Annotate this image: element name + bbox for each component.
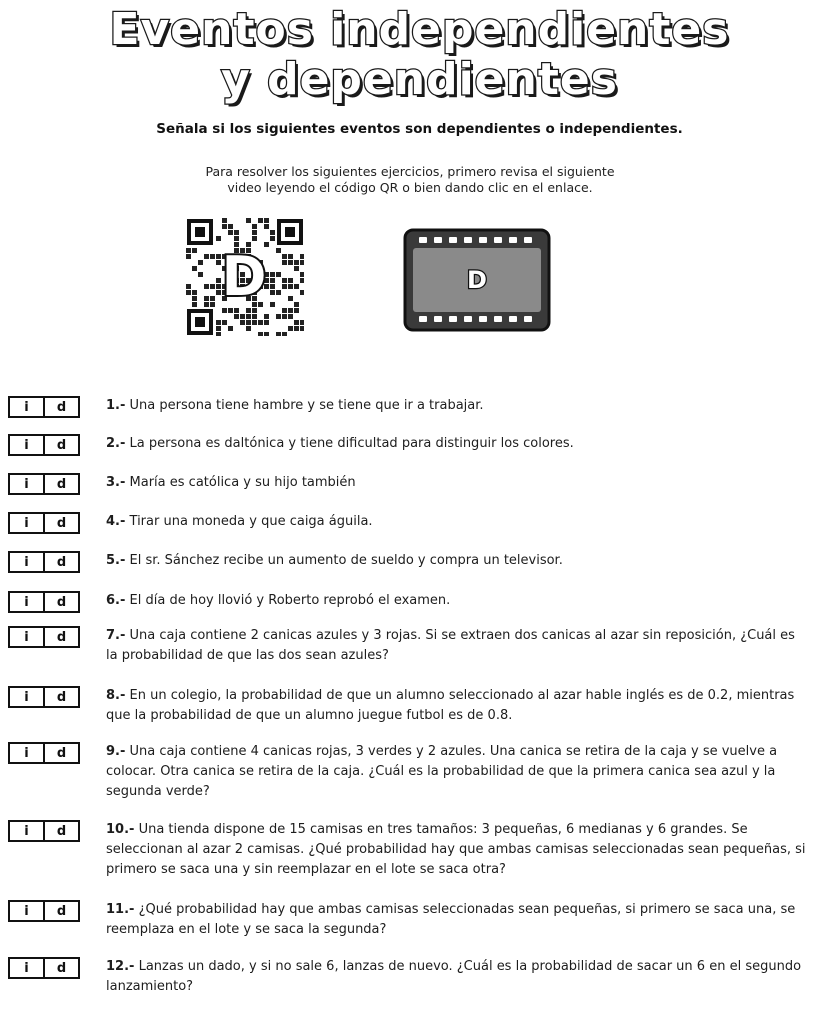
- question-text: [106, 473, 806, 493]
- video-logo-letter: D: [467, 266, 487, 294]
- answer-box: [8, 434, 80, 456]
- option-independent[interactable]: i: [24, 823, 29, 839]
- question-number: 8.-: [106, 688, 126, 703]
- option-independent[interactable]: i: [24, 903, 29, 919]
- question-number: 9.-: [106, 744, 126, 759]
- intro-text: [150, 164, 670, 196]
- question-text: [106, 626, 806, 666]
- question-text: [106, 900, 806, 940]
- answer-box: [8, 900, 80, 922]
- question-number: 2.-: [106, 436, 126, 451]
- option-independent[interactable]: i: [24, 554, 29, 570]
- answer-box: [8, 473, 80, 495]
- question-number: 1.-: [106, 398, 126, 413]
- option-dependent[interactable]: d: [43, 593, 78, 611]
- question-number: 11.-: [106, 902, 135, 917]
- answer-box: [8, 820, 80, 842]
- question-body: Tirar una moneda y que caiga águila.: [129, 514, 373, 529]
- question-number: 10.-: [106, 822, 135, 837]
- question-body: Una caja contiene 2 canicas azules y 3 rojas. Si se extraen dos canicas al azar sin reposición, ¿Cuál es la probabilidad de que las dos sean azules?: [106, 628, 795, 663]
- option-dependent[interactable]: d: [43, 959, 78, 977]
- option-independent[interactable]: i: [24, 399, 29, 415]
- answer-box: [8, 551, 80, 573]
- question-body: Una persona tiene hambre y se tiene que ir a trabajar.: [129, 398, 484, 413]
- question-number: 12.-: [106, 959, 135, 974]
- option-independent[interactable]: i: [24, 594, 29, 610]
- question-body: El día de hoy llovió y Roberto reprobó el examen.: [129, 593, 451, 608]
- title-line-2: y dependientes: [221, 54, 618, 105]
- question-body: Una caja contiene 4 canicas rojas, 3 verdes y 2 azules. Una canica se retira de la caja y se vuelve a colocar. Otra canica se retira de la caja. ¿Cuál es la probabilidad de que la primera canica sea azul y la segunda verde?: [106, 744, 778, 799]
- answer-box: [8, 396, 80, 418]
- answer-box: [8, 742, 80, 764]
- question-text: [106, 434, 806, 454]
- question-body: La persona es daltónica y tiene dificultad para distinguir los colores.: [129, 436, 574, 451]
- instruction: Señala si los siguientes eventos son dependientes o independientes.: [156, 121, 683, 137]
- option-dependent[interactable]: d: [43, 822, 78, 840]
- question-number: 4.-: [106, 514, 126, 529]
- question-number: 6.-: [106, 593, 126, 608]
- question-number: 7.-: [106, 628, 126, 643]
- question-text: [106, 551, 806, 571]
- answer-box: [8, 591, 80, 613]
- question-body: El sr. Sánchez recibe un aumento de sueldo y compra un televisor.: [129, 553, 563, 568]
- option-dependent[interactable]: d: [43, 902, 78, 920]
- question-body: ¿Qué probabilidad hay que ambas camisas seleccionadas sean pequeñas, si primero se saca una, se reemplaza en el lote y se saca la segunda?: [106, 902, 796, 937]
- question-text: [106, 591, 806, 611]
- option-independent[interactable]: i: [24, 515, 29, 531]
- option-dependent[interactable]: d: [43, 514, 78, 532]
- question-number: 3.-: [106, 475, 126, 490]
- question-text: [106, 820, 806, 880]
- option-dependent[interactable]: d: [43, 398, 78, 416]
- option-independent[interactable]: i: [24, 476, 29, 492]
- question-text: [106, 512, 806, 532]
- question-number: 5.-: [106, 553, 126, 568]
- answer-box: [8, 626, 80, 648]
- option-independent[interactable]: i: [24, 437, 29, 453]
- option-independent[interactable]: i: [24, 960, 29, 976]
- intro-line-1: Para resolver los siguientes ejercicios, primero revisa el siguiente: [205, 164, 615, 179]
- question-text: [106, 396, 806, 416]
- option-dependent[interactable]: d: [43, 436, 78, 454]
- question-body: Una tienda dispone de 15 camisas en tres tamaños: 3 pequeñas, 6 medianas y 6 grandes. Se seleccionan al azar 2 camisas. ¿Qué probabilidad hay que ambas camisas seleccionadas sean pequeñas, si primero se saca una y sin reemplazar en el lote se saca otra?: [106, 822, 806, 877]
- question-text: [106, 957, 806, 997]
- option-independent[interactable]: i: [24, 745, 29, 761]
- answer-box: [8, 957, 80, 979]
- title-line-1: Eventos independientes: [109, 4, 730, 55]
- question-text: [106, 742, 806, 802]
- option-dependent[interactable]: d: [43, 688, 78, 706]
- option-independent[interactable]: i: [24, 689, 29, 705]
- intro-line-2: video leyendo el código QR o bien dando clic en el enlace.: [227, 180, 593, 195]
- video-link[interactable]: [403, 228, 551, 332]
- question-text: [106, 686, 806, 726]
- qr-logo-letter: D: [221, 244, 267, 308]
- question-body: Lanzas un dado, y si no sale 6, lanzas de nuevo. ¿Cuál es la probabilidad de sacar un 6 en el segundo lanzamiento?: [106, 959, 802, 994]
- question-body: En un colegio, la probabilidad de que un alumno seleccionado al azar hable inglés es de 0.2, mientras que la probabilidad de que un alumno juegue futbol es de 0.8.: [106, 688, 795, 723]
- option-dependent[interactable]: d: [43, 475, 78, 493]
- answer-box: [8, 686, 80, 708]
- option-dependent[interactable]: d: [43, 744, 78, 762]
- answer-box: [8, 512, 80, 534]
- question-body: María es católica y su hijo también: [129, 475, 356, 490]
- option-dependent[interactable]: d: [43, 628, 78, 646]
- qr-code[interactable]: [186, 218, 304, 336]
- option-dependent[interactable]: d: [43, 553, 78, 571]
- option-independent[interactable]: i: [24, 629, 29, 645]
